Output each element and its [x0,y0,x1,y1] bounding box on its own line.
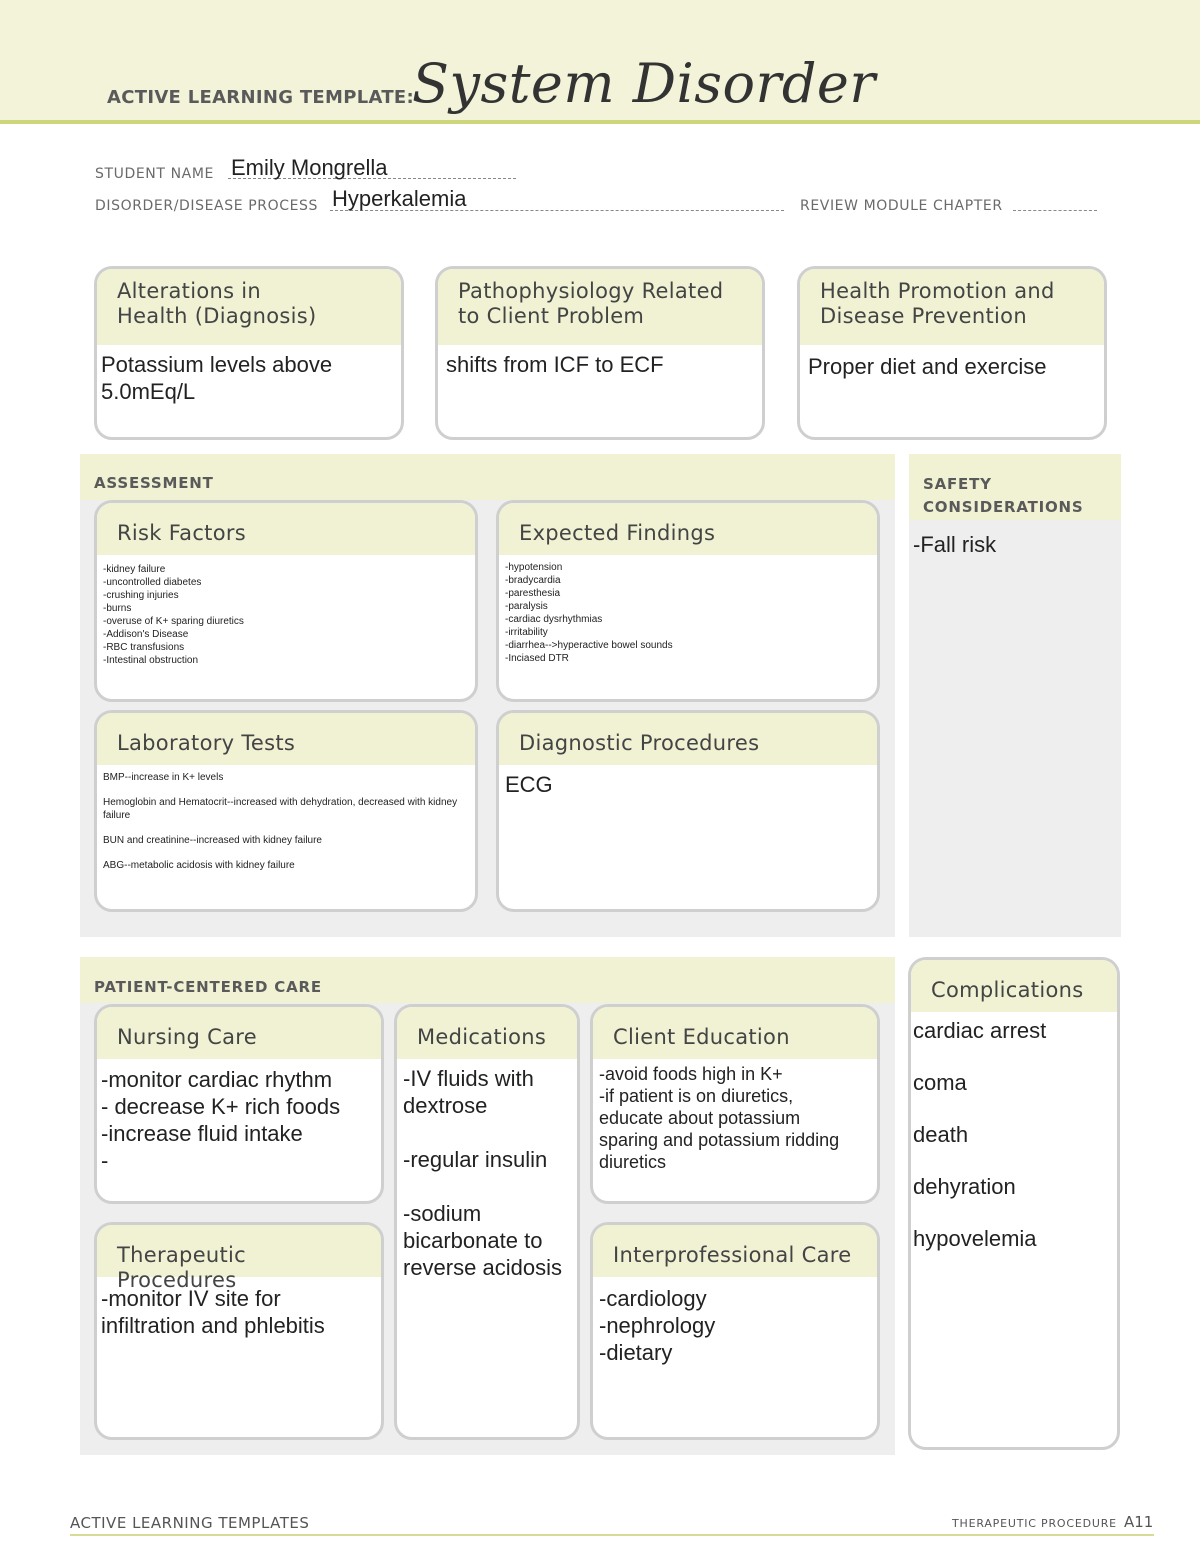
health-promotion-card [797,266,1107,440]
assessment-title: ASSESSMENT [94,474,214,492]
text-line: -overuse of K+ sparing diuretics [103,616,244,627]
text-line: Proper diet and exercise [808,354,1047,379]
text-line: -diarrhea-->hyperactive bowel sounds [505,640,673,651]
template-header [0,0,1200,124]
client-education-card [590,1004,880,1204]
text-line: shifts from ICF to ECF [446,352,664,377]
text-line [403,1119,573,1146]
interprofessional-care-title: Interprofessional Care [593,1225,877,1277]
text-line: -nephrology [599,1313,716,1338]
text-line: Hemoglobin and Hematocrit--increased with dehydration, decreased with kidney failure [103,797,460,821]
text-line: -cardiac dysrhythmias [505,614,603,625]
text-line [913,1148,1113,1174]
health-promotion-title-line: Disease Prevention [820,304,1027,328]
nursing-care-text[interactable] [97,1059,381,1174]
health-promotion-heading [800,269,1104,345]
laboratory-tests-card [94,710,478,912]
medications-card [394,1004,580,1440]
nursing-care-title: Nursing Care [97,1007,381,1059]
safety-title-line: CONSIDERATIONS [923,498,1084,516]
text-line: -burns [103,603,132,614]
alterations-title-line: Health (Diagnosis) [117,304,317,328]
text-line: dehyration [913,1174,1016,1199]
text-line: -Intestinal obstruction [103,655,199,666]
health-promotion-text[interactable] [800,345,1104,380]
text-line: -uncontrolled diabetes [103,577,202,588]
diagnostic-procedures-text[interactable] [499,765,877,798]
client-education-title: Client Education [593,1007,877,1059]
disorder-label: DISORDER/DISEASE PROCESS [95,198,318,214]
text-line: coma [913,1070,967,1095]
text-line: - [101,1148,109,1173]
expected-findings-title: Expected Findings [499,503,877,555]
text-line: bicarbonate to [403,1228,543,1253]
text-line: -dietary [599,1340,673,1365]
pathophysiology-title-line: Pathophysiology Related [458,279,724,303]
laboratory-tests-text[interactable] [97,765,475,872]
medications-text[interactable] [397,1059,577,1281]
text-line: BUN and creatinine--increased with kidney failure [103,835,322,846]
patient-centered-care-title: PATIENT-CENTERED CARE [94,978,322,996]
expected-findings-card [496,500,880,702]
pathophysiology-card [435,266,765,440]
footer-rule [70,1534,1154,1536]
text-line: -paresthesia [505,588,561,599]
safety-text[interactable] [913,531,996,558]
interprofessional-care-card [590,1222,880,1440]
safety-title-line: SAFETY [923,475,992,493]
alterations-heading [97,269,401,345]
page-number: A11 [1124,1513,1154,1531]
diagnostic-procedures-title: Diagnostic Procedures [499,713,877,765]
text-line: ECG [505,772,553,797]
safety-title [923,473,1084,519]
client-education-text[interactable] [593,1059,877,1173]
therapeutic-procedures-card [94,1222,384,1440]
alterations-text[interactable] [97,345,401,405]
text-line: dextrose [403,1093,488,1118]
text-line: reverse acidosis [403,1255,562,1280]
text-line: -monitor IV site for [101,1286,281,1311]
text-line: - decrease K+ rich foods [101,1094,341,1119]
text-line: -sodium [403,1201,482,1226]
text-line: -paralysis [505,601,548,612]
therapeutic-procedures-text[interactable] [97,1277,381,1339]
student-name-label: STUDENT NAME [95,166,214,182]
student-name-field[interactable]: Emily Mongrella [231,155,388,180]
text-line: -IV fluids with [403,1066,534,1091]
therapeutic-procedures-title: Therapeutic Procedures [97,1225,381,1277]
footer-section-label: THERAPEUTIC PROCEDURE [952,1517,1117,1530]
text-line: -RBC transfusions [103,642,185,653]
medications-title: Medications [397,1007,577,1059]
text-line [913,1096,1113,1122]
text-line: Potassium levels above [101,352,333,377]
footer-left-label: ACTIVE LEARNING TEMPLATES [70,1514,310,1532]
text-line: infiltration and phlebitis [101,1313,325,1338]
text-line: -kidney failure [103,564,166,575]
text-line: sparing and potassium ridding [599,1130,840,1150]
text-line: -avoid foods high in K+ [599,1064,783,1084]
text-line: cardiac arrest [913,1018,1047,1043]
laboratory-tests-title: Laboratory Tests [97,713,475,765]
expected-findings-text[interactable] [499,555,877,665]
text-line [913,1200,1113,1226]
diagnostic-procedures-card [496,710,880,912]
text-line: -regular insulin [403,1147,548,1172]
text-line: -increase fluid intake [101,1121,303,1146]
text-line: -hypotension [505,562,563,573]
pathophysiology-text[interactable] [438,345,762,378]
text-line: death [913,1122,969,1147]
template-label: ACTIVE LEARNING TEMPLATE: [107,87,414,108]
text-line: 5.0mEq/L [101,379,196,404]
page-title: System Disorder [412,52,876,115]
text-line: -monitor cardiac rhythm [101,1067,333,1092]
pathophysiology-heading [438,269,762,345]
risk-factors-title: Risk Factors [97,503,475,555]
complications-title: Complications [911,960,1117,1012]
text-line: -irritability [505,627,548,638]
text-line [403,1173,573,1200]
text-line: -Addison's Disease [103,629,189,640]
text-line: BMP--increase in K+ levels [103,772,224,783]
complications-text[interactable] [911,1012,1117,1252]
text-line: hypovelemia [913,1226,1037,1251]
review-module-underline [1013,210,1097,211]
text-line: educate about potassium [599,1108,801,1128]
text-line: -if patient is on diuretics, [599,1086,794,1106]
text-line: diuretics [599,1152,667,1172]
alterations-title-line: Alterations in [117,279,262,303]
text-line [913,1044,1113,1070]
pathophysiology-title-line: to Client Problem [458,304,645,328]
safety-panel [909,454,1121,937]
alterations-card [94,266,404,440]
review-module-label: REVIEW MODULE CHAPTER [800,198,1003,214]
disorder-field[interactable]: Hyperkalemia [332,186,467,211]
text-line: -Fall risk [913,532,997,557]
complications-card [908,957,1120,1450]
text-line: -bradycardia [505,575,561,586]
text-line: ABG--metabolic acidosis with kidney failure [103,860,295,871]
text-line: -crushing injuries [103,590,179,601]
risk-factors-text[interactable] [97,555,475,667]
risk-factors-card [94,500,478,702]
nursing-care-card [94,1004,384,1204]
text-line: -Inciased DTR [505,653,569,664]
interprofessional-care-text[interactable] [593,1277,877,1366]
text-line: -cardiology [599,1286,707,1311]
health-promotion-title-line: Health Promotion and [820,279,1055,303]
